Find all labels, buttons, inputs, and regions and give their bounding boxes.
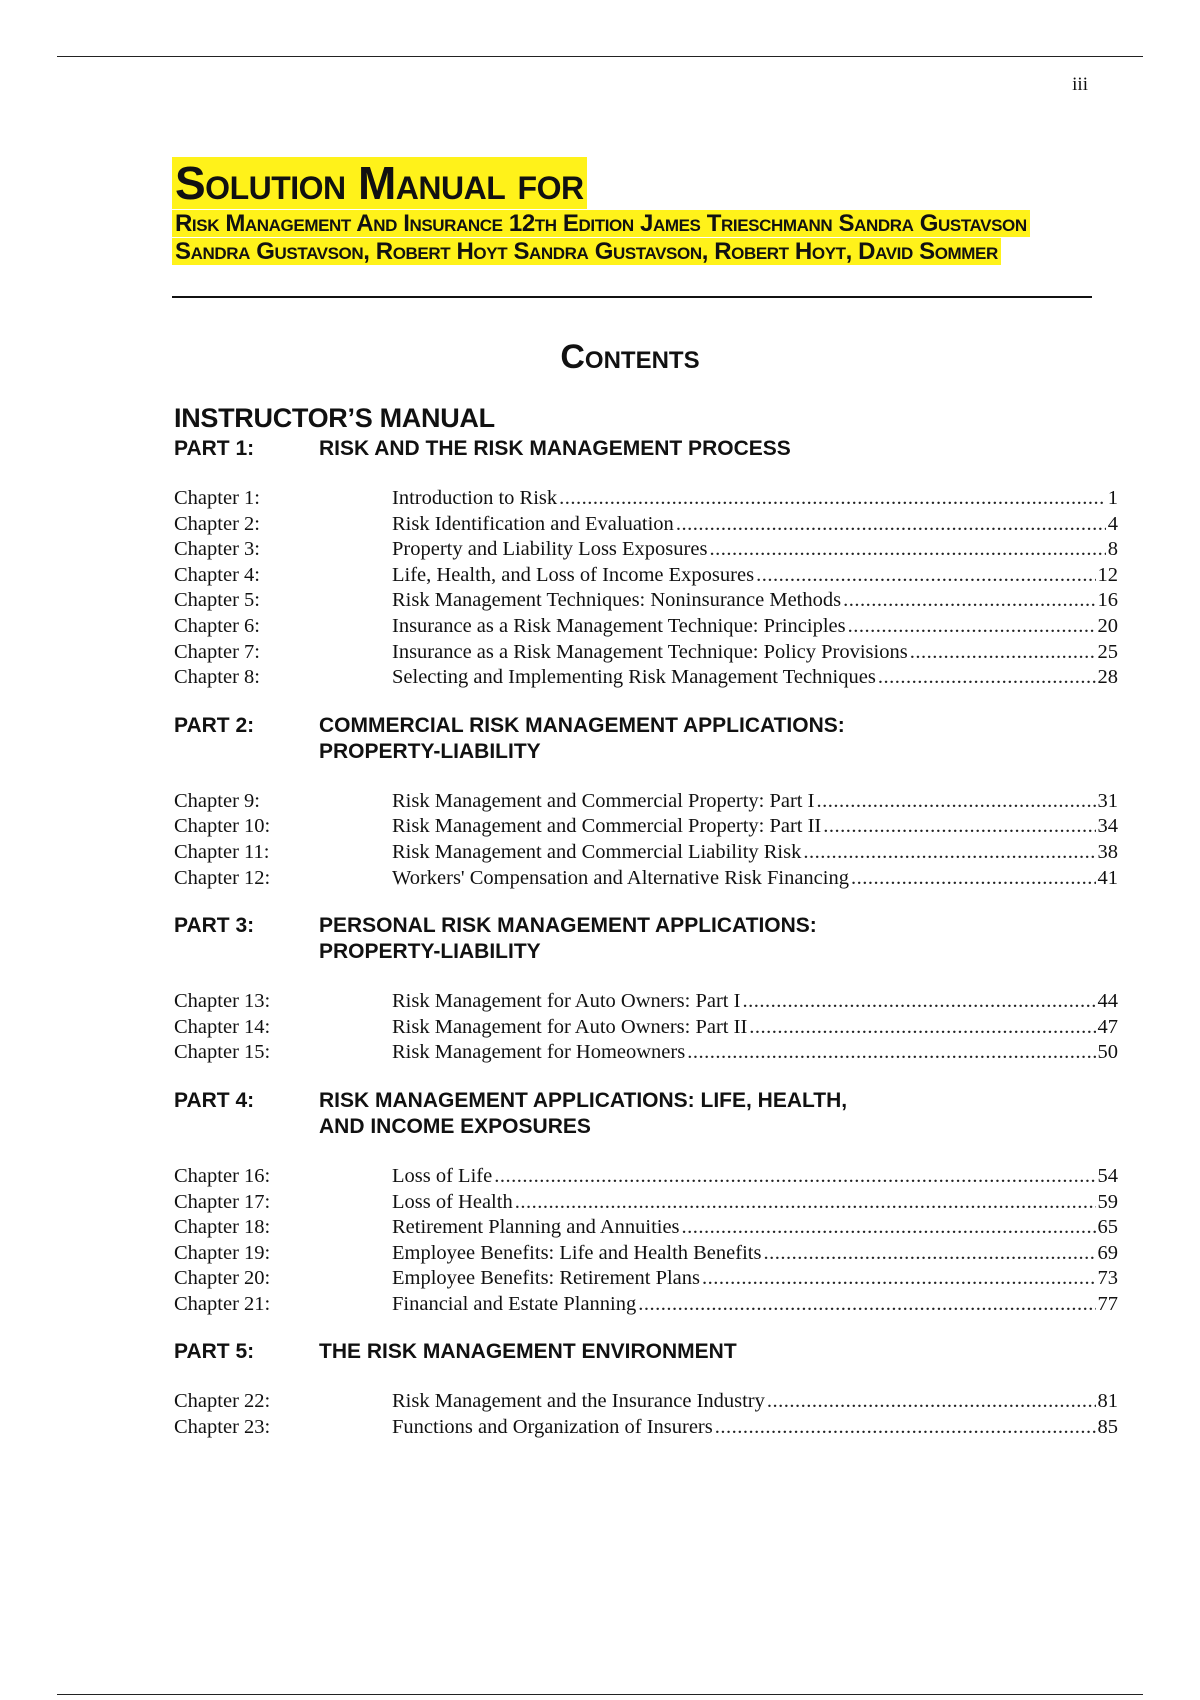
chapter-page-number: 50	[1097, 1041, 1118, 1064]
chapter-page-number: 1	[1107, 487, 1118, 509]
chapter-label: Chapter 18:	[174, 1216, 271, 1239]
toc-entry[interactable]	[174, 1266, 1118, 1292]
dot-leader	[682, 1215, 1096, 1241]
chapter-title: Risk Management Techniques: Noninsurance Methods	[392, 589, 842, 612]
toc-entry[interactable]	[174, 1292, 1118, 1318]
chapter-label: Chapter 12:	[174, 866, 271, 889]
toc-entry[interactable]	[174, 614, 1118, 640]
part-heading	[174, 1088, 1118, 1140]
part-heading	[174, 713, 1118, 765]
chapter-label: Chapter 13:	[174, 990, 271, 1013]
top-rule	[57, 56, 1143, 57]
toc-entry[interactable]	[174, 512, 1118, 538]
chapter-label: Chapter 5:	[174, 589, 260, 612]
chapter-page-number: 47	[1097, 1015, 1118, 1038]
chapter-title: Risk Management and Commercial Property: Part I	[392, 789, 815, 812]
dot-leader	[715, 1415, 1096, 1441]
chapter-page-number: 28	[1097, 666, 1118, 689]
dot-leader	[559, 486, 1106, 512]
dot-leader	[494, 1164, 1095, 1190]
chapter-label: Chapter 20:	[174, 1267, 271, 1290]
title-underline	[172, 296, 1092, 298]
table-of-contents	[174, 436, 1118, 1441]
chapter-title: Risk Management and the Insurance Industry	[392, 1390, 765, 1413]
chapter-page-number: 85	[1097, 1416, 1118, 1439]
part-heading	[174, 913, 1118, 965]
toc-entry[interactable]	[174, 840, 1118, 866]
toc-entry[interactable]	[174, 1415, 1118, 1441]
part-label: PART 2:	[174, 713, 255, 737]
toc-entry[interactable]	[174, 1389, 1118, 1415]
dot-leader	[638, 1292, 1095, 1318]
chapter-page-number: 65	[1097, 1216, 1118, 1239]
dot-leader	[749, 1015, 1095, 1041]
chapter-title: Risk Management for Homeowners	[392, 1041, 686, 1064]
chapter-page-number: 73	[1097, 1267, 1118, 1290]
manual-heading: INSTRUCTOR’S MANUAL	[174, 403, 495, 433]
dot-leader	[823, 814, 1095, 840]
part-title: RISK MANAGEMENT APPLICATIONS: LIFE, HEALTH, AND INCOME EXPOSURES	[319, 1088, 848, 1138]
chapter-page-number: 54	[1097, 1164, 1118, 1187]
page-number: iii	[1072, 74, 1088, 95]
chapter-title: Selecting and Implementing Risk Management Techniques	[392, 666, 876, 689]
chapter-title: Risk Identification and Evaluation	[392, 512, 674, 535]
toc-entry[interactable]	[174, 814, 1118, 840]
toc-entry[interactable]	[174, 563, 1118, 589]
chapter-label: Chapter 7:	[174, 640, 260, 663]
part-heading	[174, 436, 1118, 462]
chapter-title: Risk Management and Commercial Liability Risk	[392, 840, 802, 863]
chapter-title: Insurance as a Risk Management Technique: Principles	[392, 614, 846, 637]
part-title: RISK AND THE RISK MANAGEMENT PROCESS	[319, 437, 791, 460]
chapter-page-number: 4	[1107, 512, 1118, 535]
chapter-page-number: 77	[1097, 1292, 1118, 1315]
part-label: PART 5:	[174, 1340, 255, 1364]
chapter-label: Chapter 4:	[174, 563, 260, 586]
dot-leader	[709, 537, 1105, 563]
chapter-title: Risk Management for Auto Owners: Part I	[392, 990, 741, 1013]
chapter-label: Chapter 11:	[174, 840, 270, 863]
chapter-page-number: 81	[1097, 1390, 1118, 1413]
dot-leader	[756, 563, 1095, 589]
toc-entry[interactable]	[174, 640, 1118, 666]
dot-leader	[803, 840, 1095, 866]
dot-leader	[816, 789, 1095, 815]
chapter-page-number: 25	[1097, 640, 1118, 663]
dot-leader	[515, 1190, 1096, 1216]
chapter-label: Chapter 19:	[174, 1241, 271, 1264]
toc-entry[interactable]	[174, 537, 1118, 563]
chapter-label: Chapter 9:	[174, 789, 260, 812]
chapter-title: Employee Benefits: Retirement Plans	[392, 1267, 701, 1290]
chapter-label: Chapter 3:	[174, 538, 260, 561]
chapter-title: Financial and Estate Planning	[392, 1292, 637, 1315]
chapter-label: Chapter 6:	[174, 614, 260, 637]
part-label: PART 3:	[174, 914, 255, 938]
part-title: THE RISK MANAGEMENT ENVIRONMENT	[319, 1340, 737, 1364]
chapter-title: Insurance as a Risk Management Technique: Policy Provisions	[392, 640, 908, 663]
toc-entry[interactable]	[174, 588, 1118, 614]
chapter-label: Chapter 10:	[174, 815, 271, 838]
part-title: PERSONAL RISK MANAGEMENT APPLICATIONS: PROPERTY-LIABILITY	[319, 914, 817, 964]
title-line1-text: Solution Manual for	[172, 157, 587, 209]
chapter-title: Loss of Life	[392, 1164, 493, 1187]
toc-entry[interactable]	[174, 1015, 1118, 1041]
chapter-title: Loss of Health	[392, 1190, 513, 1213]
chapter-title: Risk Management for Auto Owners: Part II	[392, 1015, 748, 1038]
chapter-title: Life, Health, and Loss of Income Exposures	[392, 563, 755, 586]
chapter-page-number: 16	[1097, 589, 1118, 612]
title-line1	[172, 156, 1092, 210]
chapter-label: Chapter 2:	[174, 512, 260, 535]
toc-entry[interactable]	[174, 866, 1118, 892]
chapter-label: Chapter 8:	[174, 666, 260, 689]
part-heading	[174, 1339, 1118, 1365]
chapter-title: Risk Management and Commercial Property: Part II	[392, 815, 822, 838]
toc-entry[interactable]	[174, 1215, 1118, 1241]
toc-entry[interactable]	[174, 486, 1118, 512]
dot-leader	[702, 1266, 1095, 1292]
chapter-page-number: 69	[1097, 1241, 1118, 1264]
title-line2	[172, 210, 1092, 266]
dot-leader	[851, 866, 1096, 892]
dot-leader	[878, 665, 1096, 691]
chapter-page-number: 38	[1097, 840, 1118, 863]
toc-entry[interactable]	[174, 1190, 1118, 1216]
chapter-title: Functions and Organization of Insurers	[392, 1416, 713, 1439]
chapter-label: Chapter 15:	[174, 1041, 271, 1064]
chapter-label: Chapter 1:	[174, 487, 260, 509]
dot-leader	[848, 614, 1096, 640]
dot-leader	[676, 512, 1106, 538]
contents-heading: Contents	[560, 338, 700, 376]
dot-leader	[687, 1040, 1095, 1066]
chapter-page-number: 41	[1097, 866, 1118, 889]
chapter-page-number: 44	[1097, 990, 1118, 1013]
toc-entry[interactable]	[174, 1241, 1118, 1267]
chapter-page-number: 12	[1097, 563, 1118, 586]
chapter-title: Property and Liability Loss Exposures	[392, 538, 708, 561]
chapter-page-number: 8	[1107, 538, 1118, 561]
chapter-label: Chapter 21:	[174, 1292, 271, 1315]
dot-leader	[843, 588, 1095, 614]
toc-entry[interactable]	[174, 789, 1118, 815]
chapter-title: Workers' Compensation and Alternative Risk Financing	[392, 866, 849, 889]
part-label: PART 4:	[174, 1088, 255, 1112]
dot-leader	[910, 640, 1096, 666]
chapter-title: Retirement Planning and Annuities	[392, 1216, 680, 1239]
chapter-title: Employee Benefits: Life and Health Benefits	[392, 1241, 762, 1264]
part-label: PART 1:	[174, 437, 255, 460]
toc-entry[interactable]	[174, 1040, 1118, 1066]
chapter-title: Introduction to Risk	[392, 487, 558, 509]
toc-entry[interactable]	[174, 665, 1118, 691]
dot-leader	[763, 1241, 1095, 1267]
dot-leader	[767, 1389, 1096, 1415]
chapter-label: Chapter 23:	[174, 1416, 271, 1439]
chapter-label: Chapter 22:	[174, 1390, 271, 1413]
chapter-page-number: 34	[1097, 815, 1118, 838]
part-title: COMMERCIAL RISK MANAGEMENT APPLICATIONS: PROPERTY-LIABILITY	[319, 713, 845, 763]
toc-entry[interactable]	[174, 1164, 1118, 1190]
chapter-page-number: 20	[1097, 614, 1118, 637]
chapter-label: Chapter 16:	[174, 1164, 271, 1187]
chapter-page-number: 59	[1097, 1190, 1118, 1213]
dot-leader	[742, 989, 1095, 1015]
bottom-rule	[57, 1694, 1143, 1695]
title-line2-text: Risk Management And Insurance 12th Edition James Trieschmann Sandra Gustavson Sandra Gustavson, Robert Hoyt Sandra Gustavson, Robert Hoyt, David Sommer	[172, 210, 1030, 265]
toc-entry[interactable]	[174, 989, 1118, 1015]
title-block	[172, 156, 1092, 266]
chapter-label: Chapter 14:	[174, 1015, 271, 1038]
chapter-page-number: 31	[1097, 789, 1118, 812]
chapter-label: Chapter 17:	[174, 1190, 271, 1213]
